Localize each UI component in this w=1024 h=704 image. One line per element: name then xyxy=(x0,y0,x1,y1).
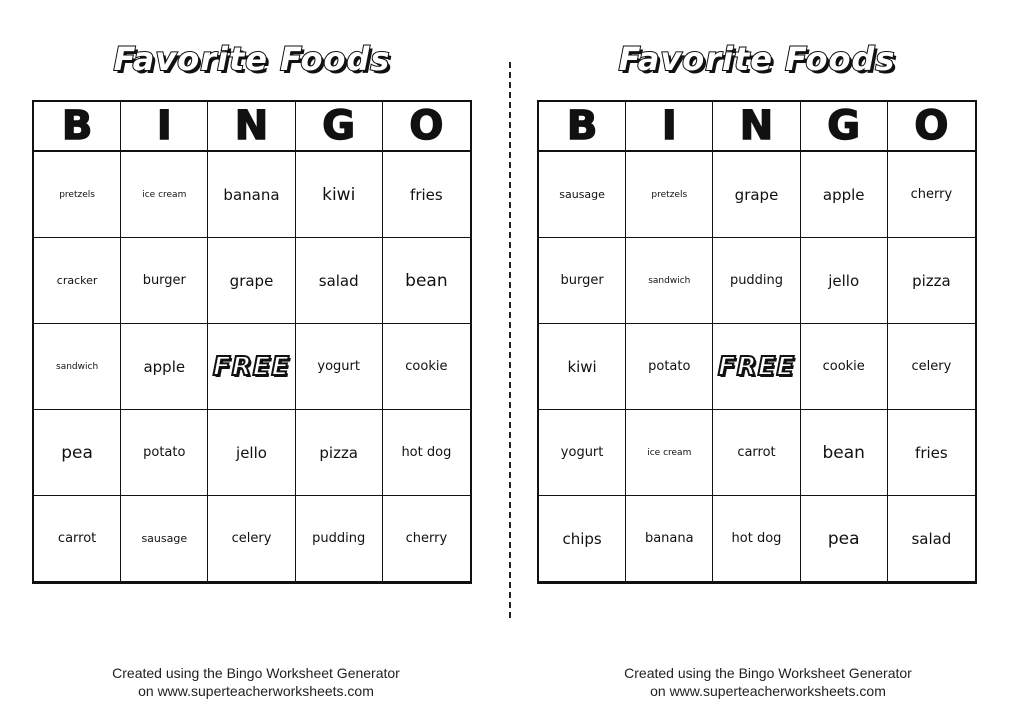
bingo-cell: jello xyxy=(801,238,888,324)
header-b: B xyxy=(539,102,626,152)
free-space: FREE xyxy=(713,324,800,410)
bingo-cell: yogurt xyxy=(539,410,626,496)
bingo-cell: bean xyxy=(383,238,470,324)
credit-line-2: on www.superteacherworksheets.com xyxy=(138,683,374,699)
bingo-grid xyxy=(32,100,472,584)
bingo-cell: celery xyxy=(208,496,295,582)
bingo-cell: celery xyxy=(888,324,975,410)
bingo-cell: pea xyxy=(34,410,121,496)
header-i: I xyxy=(121,102,208,152)
free-space: FREE xyxy=(208,324,295,410)
bingo-cell: fries xyxy=(888,410,975,496)
bingo-cell: sausage xyxy=(121,496,208,582)
header-b: B xyxy=(34,102,121,152)
header-i: I xyxy=(626,102,713,152)
bingo-cell: ice cream xyxy=(121,152,208,238)
cut-line-divider xyxy=(509,62,511,618)
bingo-cell: burger xyxy=(121,238,208,324)
bingo-cell: cherry xyxy=(383,496,470,582)
header-g: G xyxy=(801,102,888,152)
bingo-cell: potato xyxy=(626,324,713,410)
credit-line-2: on www.superteacherworksheets.com xyxy=(650,683,886,699)
bingo-cell: salad xyxy=(888,496,975,582)
bingo-cell: sandwich xyxy=(34,324,121,410)
bingo-cell: pretzels xyxy=(626,152,713,238)
bingo-cell: grape xyxy=(208,238,295,324)
card-title: Favorite Foods xyxy=(113,40,391,78)
bingo-cell: salad xyxy=(296,238,383,324)
credit-line-1: Created using the Bingo Worksheet Generator xyxy=(112,665,400,681)
bingo-cell: kiwi xyxy=(296,152,383,238)
bingo-cell: carrot xyxy=(34,496,121,582)
bingo-cell: burger xyxy=(539,238,626,324)
bingo-cell: apple xyxy=(121,324,208,410)
bingo-cell: banana xyxy=(626,496,713,582)
credit-footer-left xyxy=(36,664,476,700)
header-g: G xyxy=(296,102,383,152)
bingo-cell: ice cream xyxy=(626,410,713,496)
bingo-cell: sandwich xyxy=(626,238,713,324)
bingo-cell: jello xyxy=(208,410,295,496)
bingo-cell: chips xyxy=(539,496,626,582)
credit-footer-right xyxy=(548,664,988,700)
bingo-cell: banana xyxy=(208,152,295,238)
bingo-cell: pizza xyxy=(888,238,975,324)
bingo-cell: hot dog xyxy=(713,496,800,582)
bingo-cell: sausage xyxy=(539,152,626,238)
bingo-cell: cracker xyxy=(34,238,121,324)
bingo-cell: hot dog xyxy=(383,410,470,496)
bingo-cell: pudding xyxy=(713,238,800,324)
bingo-cell: pizza xyxy=(296,410,383,496)
bingo-cell: cookie xyxy=(383,324,470,410)
header-n: N xyxy=(208,102,295,152)
header-o: O xyxy=(888,102,975,152)
bingo-cell: pudding xyxy=(296,496,383,582)
bingo-cell: apple xyxy=(801,152,888,238)
bingo-cell: cherry xyxy=(888,152,975,238)
bingo-cell: fries xyxy=(383,152,470,238)
bingo-cell: pea xyxy=(801,496,888,582)
bingo-cell: kiwi xyxy=(539,324,626,410)
bingo-cell: pretzels xyxy=(34,152,121,238)
header-n: N xyxy=(713,102,800,152)
bingo-cell: potato xyxy=(121,410,208,496)
bingo-cell: cookie xyxy=(801,324,888,410)
card-title: Favorite Foods xyxy=(618,40,896,78)
bingo-cell: yogurt xyxy=(296,324,383,410)
credit-line-1: Created using the Bingo Worksheet Generator xyxy=(624,665,912,681)
bingo-cell: carrot xyxy=(713,410,800,496)
bingo-cell: bean xyxy=(801,410,888,496)
bingo-grid xyxy=(537,100,977,584)
bingo-cell: grape xyxy=(713,152,800,238)
header-o: O xyxy=(383,102,470,152)
